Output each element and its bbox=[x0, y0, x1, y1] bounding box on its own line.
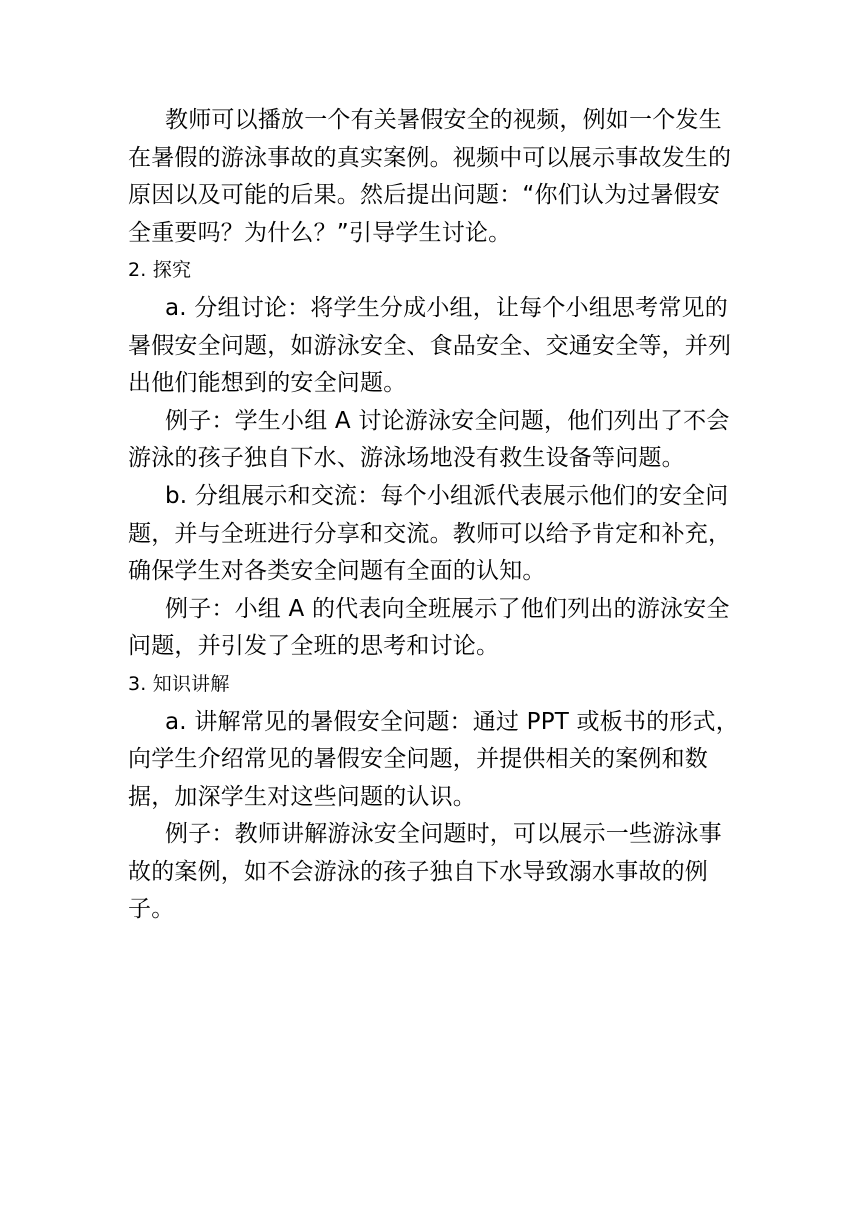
example-paragraph-2: 例子：小组 A 的代表向全班展示了他们列出的游泳安全问题，并引发了全班的思考和讨论。 bbox=[128, 595, 730, 660]
example-paragraph-1: 例子：学生小组 A 讨论游泳安全问题，他们列出了不会游泳的孩子独自下水、游泳场地没有救生设备等问题。 bbox=[128, 407, 730, 472]
example-paragraph-3: 例子：教师讲解游泳安全问题时，可以展示一些游泳事故的案例，如不会游泳的孩子独自下水导致溺水事故的例子。 bbox=[128, 821, 722, 923]
section-heading-knowledge: 3. 知识讲解 bbox=[128, 672, 230, 695]
intro-paragraph: 教师可以播放一个有关暑假安全的视频，例如一个发生在暑假的游泳事故的真实案例。视频中可以展示事故发生的原因以及可能的后果。然后提出问题：“你们认为过暑假安全重要吗？为什么？”引导学生讨论。 bbox=[128, 107, 732, 246]
group-presentation-paragraph: b. 分组展示和交流：每个小组派代表展示他们的安全问题，并与全班进行分享和交流。教师可以给予肯定和补充，确保学生对各类安全问题有全面的认知。 bbox=[128, 482, 732, 585]
section-heading-explore: 2. 探究 bbox=[128, 259, 192, 282]
knowledge-explanation-paragraph: a. 讲解常见的暑假安全问题：通过 PPT 或板书的形式，向学生介绍常见的暑假安全问题，并提供相关的案例和数据，加深学生对这些问题的认识。 bbox=[128, 708, 739, 810]
document-body bbox=[128, 102, 740, 929]
group-discussion-paragraph: a. 分组讨论：将学生分成小组，让每个小组思考常见的暑假安全问题，如游泳安全、食品安全、交通安全等，并列出他们能想到的安全问题。 bbox=[128, 294, 732, 397]
